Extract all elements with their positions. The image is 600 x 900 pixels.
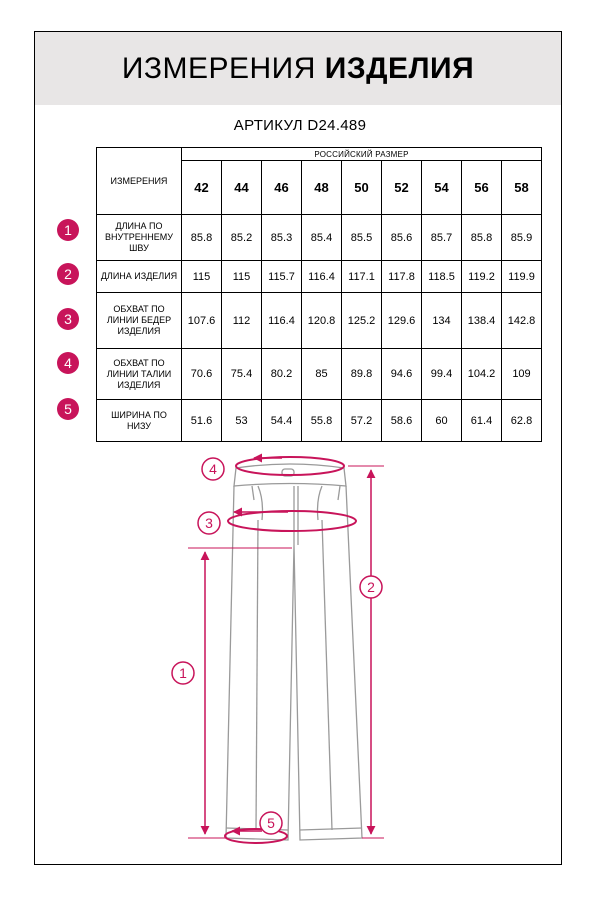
table-cell: 85.4 bbox=[302, 215, 342, 261]
table-cell: 129.6 bbox=[382, 293, 422, 349]
table-cell: 53 bbox=[222, 400, 262, 442]
table-cell: 85.7 bbox=[422, 215, 462, 261]
marker-1: 1 bbox=[179, 665, 187, 681]
table-cell: 85.3 bbox=[262, 215, 302, 261]
title-bold: ИЗДЕЛИЯ bbox=[324, 52, 475, 85]
table-cell: 117.8 bbox=[382, 261, 422, 293]
table-cell: 54.4 bbox=[262, 400, 302, 442]
marker-5: 5 bbox=[267, 815, 275, 831]
table-cell: 119.9 bbox=[502, 261, 542, 293]
table-cell: 118.5 bbox=[422, 261, 462, 293]
row-label: ШИРИНА ПО НИЗУ bbox=[97, 400, 182, 442]
table-cell: 112 bbox=[222, 293, 262, 349]
size-header: 50 bbox=[342, 161, 382, 215]
size-header: 52 bbox=[382, 161, 422, 215]
row-label: ОБХВАТ ПО ЛИНИИ БЕДЕР ИЗДЕЛИЯ bbox=[97, 293, 182, 349]
table-cell: 125.2 bbox=[342, 293, 382, 349]
row-label: ДЛИНА ИЗДЕЛИЯ bbox=[97, 261, 182, 293]
table-cell: 85 bbox=[302, 349, 342, 400]
table-cell: 60 bbox=[422, 400, 462, 442]
size-header: 44 bbox=[222, 161, 262, 215]
table-cell: 138.4 bbox=[462, 293, 502, 349]
table-cell: 58.6 bbox=[382, 400, 422, 442]
size-header: 48 bbox=[302, 161, 342, 215]
row-badge-1: 1 bbox=[57, 219, 79, 241]
article-code: D24.489 bbox=[307, 117, 367, 134]
size-header: 46 bbox=[262, 161, 302, 215]
table-cell: 115.7 bbox=[262, 261, 302, 293]
table-cell: 51.6 bbox=[182, 400, 222, 442]
table-cell: 55.8 bbox=[302, 400, 342, 442]
table-cell: 75.4 bbox=[222, 349, 262, 400]
table-cell: 115 bbox=[222, 261, 262, 293]
table-cell: 107.6 bbox=[182, 293, 222, 349]
trousers-outline bbox=[226, 464, 362, 840]
inseam-measure bbox=[188, 548, 292, 838]
table-cell: 120.8 bbox=[302, 293, 342, 349]
size-header: 54 bbox=[422, 161, 462, 215]
size-header: 58 bbox=[502, 161, 542, 215]
table-cell: 85.8 bbox=[462, 215, 502, 261]
table-cell: 85.9 bbox=[502, 215, 542, 261]
size-group-header: РОССИЙСКИЙ РАЗМЕР bbox=[182, 148, 542, 161]
table-cell: 99.4 bbox=[422, 349, 462, 400]
table-cell: 119.2 bbox=[462, 261, 502, 293]
table-cell: 134 bbox=[422, 293, 462, 349]
row-label: ДЛИНА ПО ВНУТРЕННЕМУ ШВУ bbox=[97, 215, 182, 261]
table-cell: 115 bbox=[182, 261, 222, 293]
diagram-markers bbox=[172, 458, 382, 834]
marker-4: 4 bbox=[209, 461, 217, 477]
marker-3: 3 bbox=[205, 515, 213, 531]
row-badge-2: 2 bbox=[57, 263, 79, 285]
hip-measure bbox=[228, 511, 356, 531]
table-cell: 85.8 bbox=[182, 215, 222, 261]
table-cell: 80.2 bbox=[262, 349, 302, 400]
article-label: АРТИКУЛ bbox=[233, 117, 303, 134]
title-light: ИЗМЕРЕНИЯ bbox=[121, 52, 316, 85]
table-cell: 85.6 bbox=[382, 215, 422, 261]
size-header: 56 bbox=[462, 161, 502, 215]
marker-2: 2 bbox=[367, 579, 375, 595]
table-cell: 62.8 bbox=[502, 400, 542, 442]
measure-header: ИЗМЕРЕНИЯ bbox=[97, 148, 182, 215]
row-badge-4: 4 bbox=[57, 352, 79, 374]
table-cell: 116.4 bbox=[302, 261, 342, 293]
table-cell: 116.4 bbox=[262, 293, 302, 349]
table-cell: 117.1 bbox=[342, 261, 382, 293]
table-cell: 70.6 bbox=[182, 349, 222, 400]
table-cell: 89.8 bbox=[342, 349, 382, 400]
table-cell: 57.2 bbox=[342, 400, 382, 442]
table-cell: 104.2 bbox=[462, 349, 502, 400]
size-header: 42 bbox=[182, 161, 222, 215]
table-cell: 85.2 bbox=[222, 215, 262, 261]
table-cell: 85.5 bbox=[342, 215, 382, 261]
table-cell: 142.8 bbox=[502, 293, 542, 349]
table-cell: 94.6 bbox=[382, 349, 422, 400]
row-badge-3: 3 bbox=[57, 308, 79, 330]
table-cell: 109 bbox=[502, 349, 542, 400]
row-badge-5: 5 bbox=[57, 398, 79, 420]
table-cell: 61.4 bbox=[462, 400, 502, 442]
row-label: ОБХВАТ ПО ЛИНИИ ТАЛИИ ИЗДЕЛИЯ bbox=[97, 349, 182, 400]
